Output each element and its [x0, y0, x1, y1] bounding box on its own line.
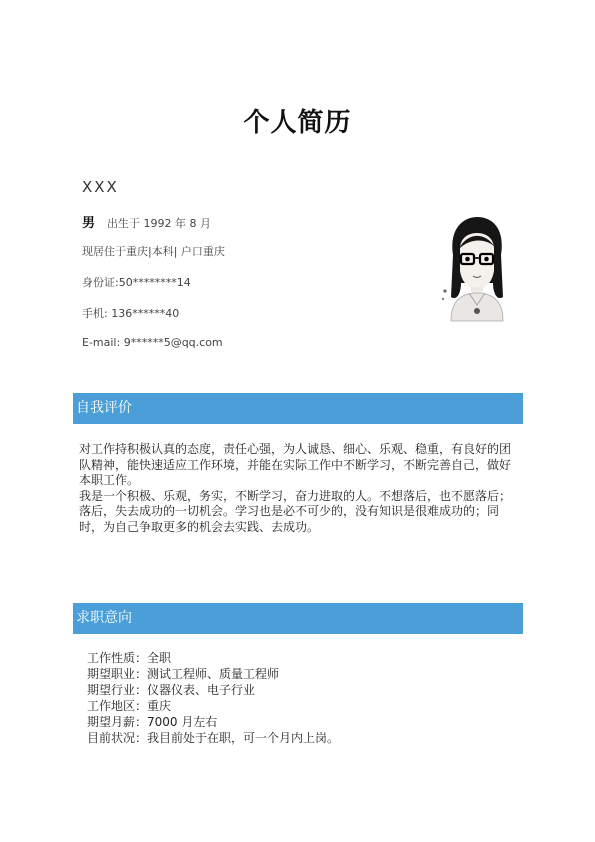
section-heading-self-eval: 自我评价 [73, 393, 523, 424]
item-label: 工作地区： [87, 698, 148, 713]
item-label: 目前状况： [87, 730, 148, 745]
item-value: 7000 月左右 [147, 714, 218, 729]
item-value: 测试工程师、质量工程师 [147, 666, 280, 681]
item-label: 期望月薪： [87, 714, 148, 729]
item-label: 期望职业： [87, 666, 148, 681]
item-label: 期望行业： [87, 682, 148, 697]
list-item [87, 683, 339, 699]
residence-line: 现居住于重庆|本科| 户口重庆 [82, 245, 225, 258]
phone-line: 手机: 136******40 [82, 307, 180, 320]
self-eval-paragraph: 对工作持积极认真的态度，责任心强，为人诚恳、细心、乐观、稳重，有良好的团队精神，能快速适应工作环境，并能在实际工作中不断学习，不断完善自己，做好本职工作。 [79, 442, 512, 487]
list-item [87, 731, 339, 747]
email-line: E-mail: 9******5@qq.com [82, 336, 223, 349]
item-value: 我目前处于在职，可一个月内上岗。 [147, 730, 340, 745]
gender-birth-line [82, 212, 211, 231]
list-item [87, 715, 339, 731]
candidate-name: XXX [82, 178, 119, 196]
item-value: 全职 [147, 651, 172, 665]
list-item [87, 667, 339, 683]
job-intent-list [87, 651, 339, 746]
item-value: 仪器仪表、电子行业 [147, 682, 256, 697]
self-eval-paragraph: 我是一个积极、乐观，务实，不断学习，奋力进取的人。不想落后，也不愿落后；落后，失去成功的一切机会。学习也是必不可少的，没有知识是很难成功的；同时，为自己争取更多的机会去实践、去成功。 [79, 488, 512, 534]
item-label: 工作性质： [87, 651, 148, 665]
gender: 男 [82, 216, 96, 231]
list-item [87, 699, 339, 715]
self-eval-text [79, 442, 519, 535]
id-card-line: 身份证:50********14 [82, 276, 191, 289]
avatar [437, 213, 517, 323]
section-heading-job-intent: 求职意向 [73, 603, 523, 634]
birth-date: 出生于 1992 年 8 月 [107, 217, 211, 230]
list-item [87, 651, 339, 667]
item-value: 重庆 [147, 698, 172, 713]
page-title: 个人简历 [243, 108, 352, 138]
